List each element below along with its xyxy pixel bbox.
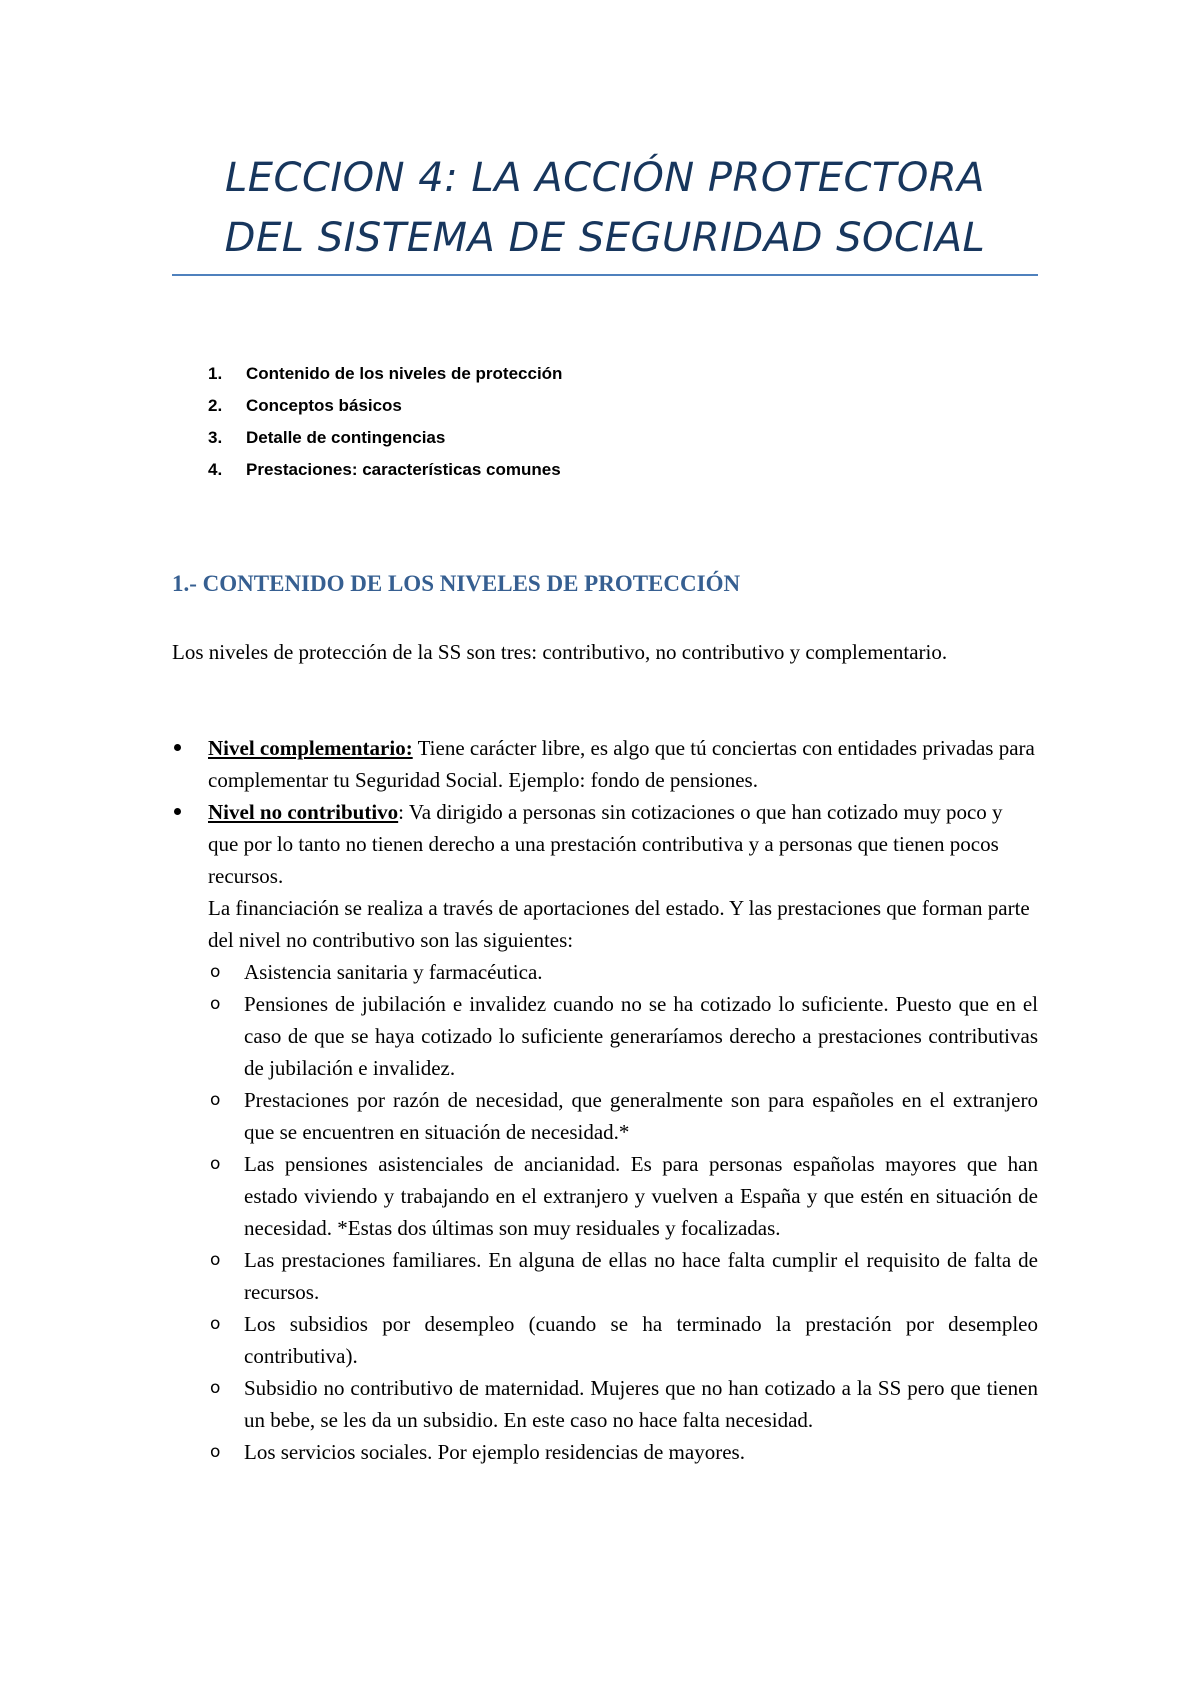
- sublist-item: [208, 1244, 1038, 1308]
- sublist-item: [208, 1084, 1038, 1148]
- page-title: [172, 148, 1038, 268]
- circle-bullet-icon: o: [210, 994, 221, 1014]
- section-heading: 1.- CONTENIDO DE LOS NIVELES DE PROTECCIÓN: [172, 571, 741, 596]
- toc-number: 3.: [208, 428, 223, 447]
- toc-text: Detalle de contingencias: [246, 428, 446, 447]
- benefits-sublist: [208, 956, 1038, 1468]
- toc-text: Contenido de los niveles de protección: [246, 364, 563, 383]
- bullet-paragraph: [208, 732, 1038, 796]
- title-underline: [172, 274, 1038, 276]
- toc-number: 1.: [208, 364, 223, 383]
- bullet-text: Tiene carácter libre, es algo que tú conciertas con entidades privadas para complementar tu Seguridad Social. Ejemplo: fondo de pensiones.: [208, 736, 1035, 792]
- sublist-text: Los servicios sociales. Por ejemplo residencias de mayores.: [244, 1440, 745, 1464]
- sublist-text: Las prestaciones familiares. En alguna de ellas no hace falta cumplir el requisito de falta de recursos.: [244, 1248, 1038, 1304]
- circle-bullet-icon: o: [210, 1378, 221, 1398]
- bullet-paragraph: [208, 796, 1038, 892]
- circle-bullet-icon: o: [210, 1090, 221, 1110]
- sublist-item: [208, 1148, 1038, 1244]
- bullet-icon: [174, 744, 181, 751]
- sublist-text: Las pensiones asistenciales de ancianidad. Es para personas españolas mayores que han estado viviendo y trabajando en el extranjero y vuelven a España y que estén en situación de necesidad. *Estas dos últimas son muy residuales y focalizadas.: [244, 1152, 1038, 1240]
- sublist-text: Subsidio no contributivo de maternidad. Mujeres que no han cotizado a la SS pero que tienen un bebe, se les da un subsidio. En este caso no hace falta necesidad.: [244, 1376, 1038, 1432]
- sublist-item: [208, 1372, 1038, 1436]
- sublist-text: Asistencia sanitaria y farmacéutica.: [244, 960, 543, 984]
- toc-text: Conceptos básicos: [246, 396, 402, 415]
- circle-bullet-icon: o: [210, 1250, 221, 1270]
- bullet-label: Nivel complementario:: [208, 736, 413, 760]
- circle-bullet-icon: o: [210, 1314, 221, 1334]
- sublist-item: [208, 1308, 1038, 1372]
- title-line-1: LECCION 4: LA ACCIÓN PROTECTORA: [224, 155, 986, 201]
- sublist-item: [208, 988, 1038, 1084]
- sublist-item: [208, 1436, 1038, 1468]
- levels-list: [172, 732, 1038, 1468]
- intro-paragraph: Los niveles de protección de la SS son tres: contributivo, no contributivo y complementario.: [172, 640, 948, 664]
- bullet-icon: [174, 808, 181, 815]
- title-line-2: DEL SISTEMA DE SEGURIDAD SOCIAL: [224, 215, 986, 261]
- bullet-label: Nivel no contributivo: [208, 800, 399, 824]
- list-item-nivel-no-contributivo: [172, 796, 1038, 1468]
- list-item-nivel-complementario: [172, 732, 1038, 796]
- circle-bullet-icon: o: [210, 1154, 221, 1174]
- bullet-text: : Va dirigido a personas sin cotizaciones o que han cotizado muy poco y que por lo tanto no tienen derecho a una prestación contributiva y a personas que tienen pocos recursos.: [208, 800, 1003, 888]
- toc-number: 4.: [208, 460, 223, 479]
- sublist-text: Prestaciones por razón de necesidad, que generalmente son para españoles en el extranjero que se encuentren en situación de necesidad.*: [244, 1088, 1038, 1144]
- toc-text: Prestaciones: características comunes: [246, 460, 561, 479]
- circle-bullet-icon: o: [210, 1442, 221, 1462]
- circle-bullet-icon: o: [210, 962, 221, 982]
- sublist-text: Los subsidios por desempleo (cuando se ha terminado la prestación por desempleo contributiva).: [244, 1312, 1038, 1368]
- toc-number: 2.: [208, 396, 223, 415]
- financing-paragraph: La financiación se realiza a través de aportaciones del estado. Y las prestaciones que forman parte del nivel no contributivo son las siguientes:: [208, 896, 1030, 952]
- sublist-text: Pensiones de jubilación e invalidez cuando no se ha cotizado lo suficiente. Puesto que en el caso de que se haya cotizado lo suficiente generaríamos derecho a prestaciones contributivas de jubilación e invalidez.: [244, 992, 1038, 1080]
- sublist-item: [208, 956, 1038, 988]
